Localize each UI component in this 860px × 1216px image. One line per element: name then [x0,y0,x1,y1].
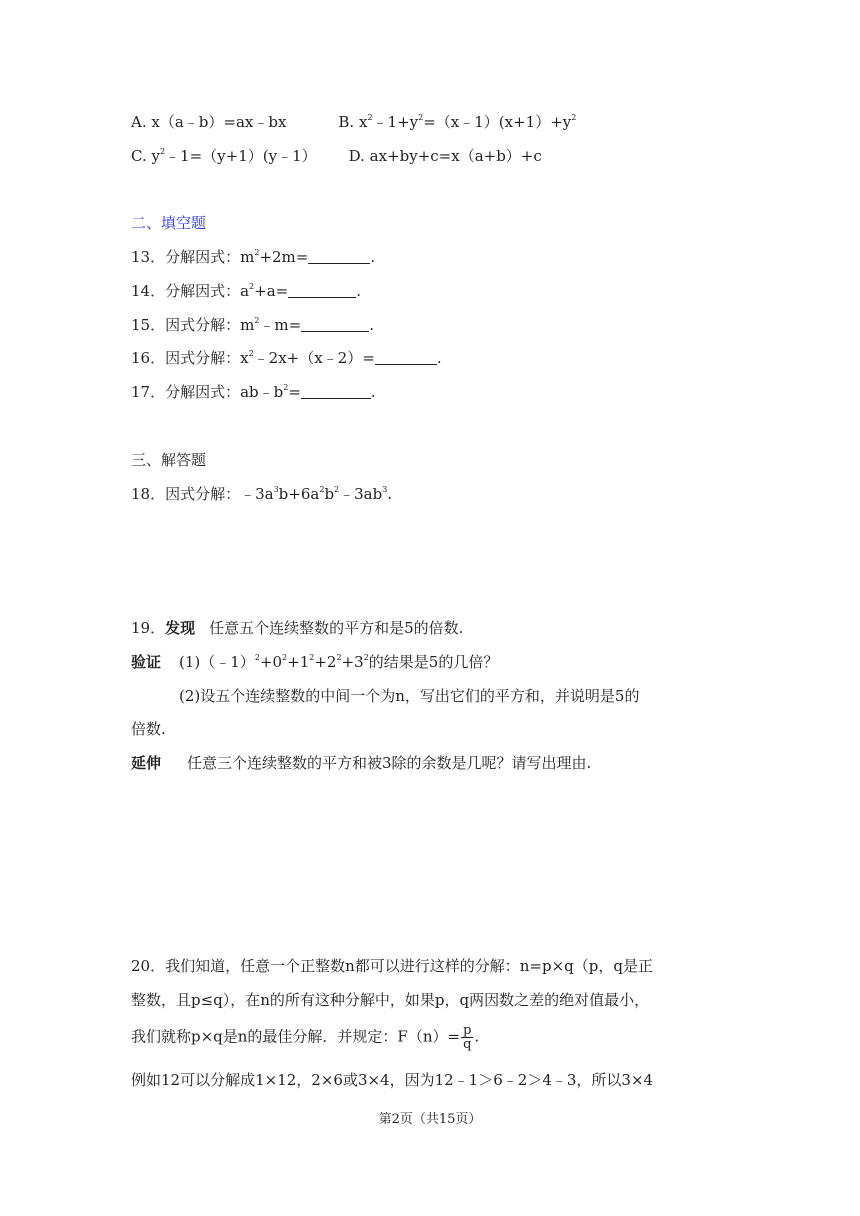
verify-label: 验证 [131,653,162,671]
question-19-extend: 延伸 任意三个连续整数的平方和被3除的余数是几呢？请写出理由. [131,754,592,772]
answer-blank[interactable] [288,283,356,298]
option-d: D. ax+by+c=x（a+b）+c [348,147,542,165]
question-17: 17．分解因式：$ab﹣b^2=$ . [131,383,376,401]
page-footer: 第2页（共15页） [378,1112,482,1127]
answer-blank[interactable] [301,384,371,399]
question-13: 13．分解因式：$m^2+2m=$ . [131,248,376,266]
question-19-verify-2-cont: 倍数. [131,720,166,738]
answer-blank[interactable] [308,249,370,264]
question-14: 14．分解因式：$a^2+a=$ . [131,282,361,300]
section-title-fill-in: 二、填空题 [131,214,207,232]
question-19-discover: 19．发现 任意五个连续整数的平方和是5的倍数. [131,619,464,637]
option-a: A. x（a﹣b）=ax﹣bx [131,113,287,131]
option-c: C. $y^2﹣1=(y+1)(y﹣1)$ [131,147,317,165]
options-row-ab [131,112,576,132]
fraction-p-over-q: $\frac{p}{q}$ [463,1023,472,1052]
question-16: 16．因式分解：$x^2﹣2x+(x﹣2)=$ . [131,349,442,367]
question-20-line-3: 我们就称p×q是n的最佳分解．并规定：F（n）= $\frac{p}{q}$ . [131,1023,480,1052]
extend-label: 延伸 [131,754,162,772]
option-b: B. $x^2﹣1+y^2=(x﹣1)(x+1)+y^2$ [338,113,577,131]
options-row-cd [131,146,542,166]
question-20-line-2: 整数，且p≤q），在n的所有这种分解中，如果p，q两因数之差的绝对值最小， [131,991,650,1009]
answer-blank[interactable] [375,350,437,365]
question-20-line-1: 20．我们知道，任意一个正整数n都可以进行这样的分解：n=p×q（p，q是正 [131,957,653,975]
discover-label: 发现 [165,619,196,637]
answer-blank[interactable] [301,317,369,332]
section-title-answers: 三、解答题 [131,451,207,469]
question-15: 15．因式分解：$m^2﹣m=$ . [131,316,374,334]
question-20-line-4: 例如12可以分解成1×12，2×6或3×4，因为12﹣1＞6﹣2＞4﹣3，所以3×4 [131,1071,654,1089]
question-19-verify-2: (2)设五个连续整数的中间一个为n，写出它们的平方和，并说明是5的 [179,687,640,705]
question-18: 18．因式分解：$﹣3a^3b+6a^2b^2﹣3ab^3$. [131,485,393,503]
question-19-verify-1: 验证 $(1)(﹣1)^2+0^2+1^2+2^2+3^2$的结果是5的几倍？ [131,653,499,671]
